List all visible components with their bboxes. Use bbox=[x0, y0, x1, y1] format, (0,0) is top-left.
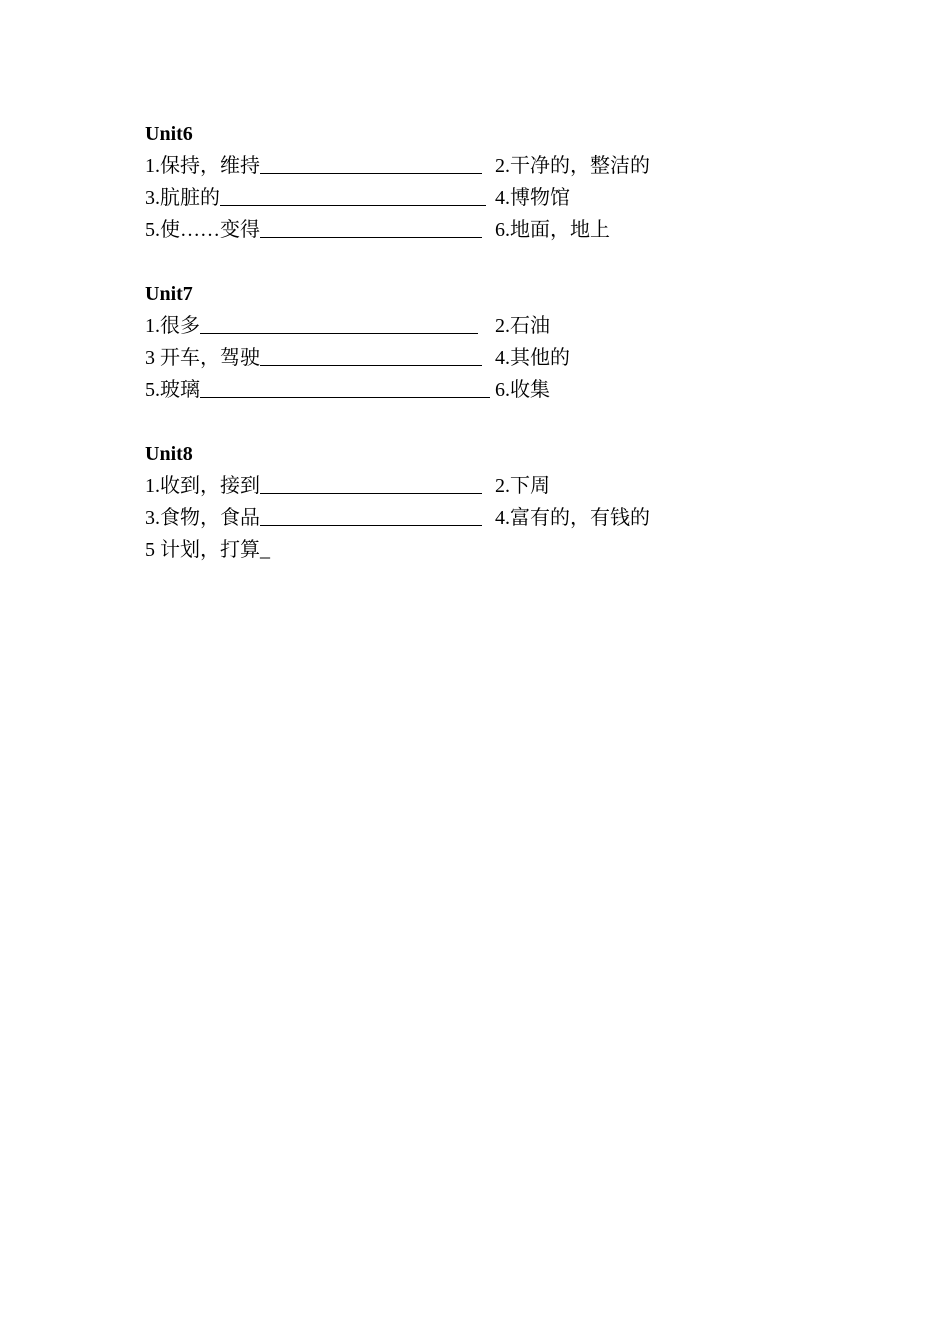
answer-blank[interactable] bbox=[220, 183, 486, 206]
vocab-item: 2.下周 bbox=[495, 475, 550, 497]
vocab-row bbox=[145, 502, 845, 534]
vocab-item: 1.收到，接到 bbox=[145, 470, 482, 502]
worksheet bbox=[145, 118, 845, 598]
vocab-item: 3.肮脏的 bbox=[145, 182, 486, 214]
vocab-item: 4.其他的 bbox=[495, 347, 570, 369]
vocab-row bbox=[145, 310, 845, 342]
unit-title: Unit8 bbox=[145, 443, 193, 465]
vocab-item: 2.石油 bbox=[495, 315, 550, 337]
vocab-item: 4.博物馆 bbox=[495, 187, 570, 209]
vocab-row bbox=[145, 470, 845, 502]
answer-blank[interactable] bbox=[260, 471, 482, 494]
unit-8-section bbox=[145, 438, 845, 566]
unit-title: Unit7 bbox=[145, 283, 193, 305]
vocab-row bbox=[145, 374, 845, 406]
answer-blank[interactable] bbox=[260, 343, 482, 366]
unit-6-section bbox=[145, 118, 845, 246]
vocab-item: 5.使……变得 bbox=[145, 214, 482, 246]
vocab-item: 6.收集 bbox=[495, 379, 550, 401]
vocab-item: 3 开车，驾驶 bbox=[145, 342, 482, 374]
vocab-row bbox=[145, 182, 845, 214]
vocab-item: 5 计划，打算_ bbox=[145, 539, 270, 561]
vocab-item: 3.食物，食品 bbox=[145, 502, 482, 534]
vocab-item: 6.地面，地上 bbox=[495, 219, 610, 241]
answer-blank[interactable] bbox=[260, 215, 482, 238]
answer-blank[interactable] bbox=[260, 151, 482, 174]
vocab-item: 1.很多 bbox=[145, 310, 478, 342]
vocab-row bbox=[145, 150, 845, 182]
answer-blank[interactable] bbox=[200, 311, 478, 334]
vocab-item: 5.玻璃 bbox=[145, 374, 490, 406]
unit-7-section bbox=[145, 278, 845, 406]
vocab-row bbox=[145, 342, 845, 374]
answer-blank[interactable] bbox=[200, 375, 490, 398]
vocab-item: 2.干净的，整洁的 bbox=[495, 155, 650, 177]
vocab-row bbox=[145, 534, 845, 566]
vocab-item: 1.保持，维持 bbox=[145, 150, 482, 182]
vocab-item: 4.富有的，有钱的 bbox=[495, 507, 650, 529]
vocab-row bbox=[145, 214, 845, 246]
unit-title: Unit6 bbox=[145, 123, 193, 145]
answer-blank[interactable] bbox=[260, 503, 482, 526]
